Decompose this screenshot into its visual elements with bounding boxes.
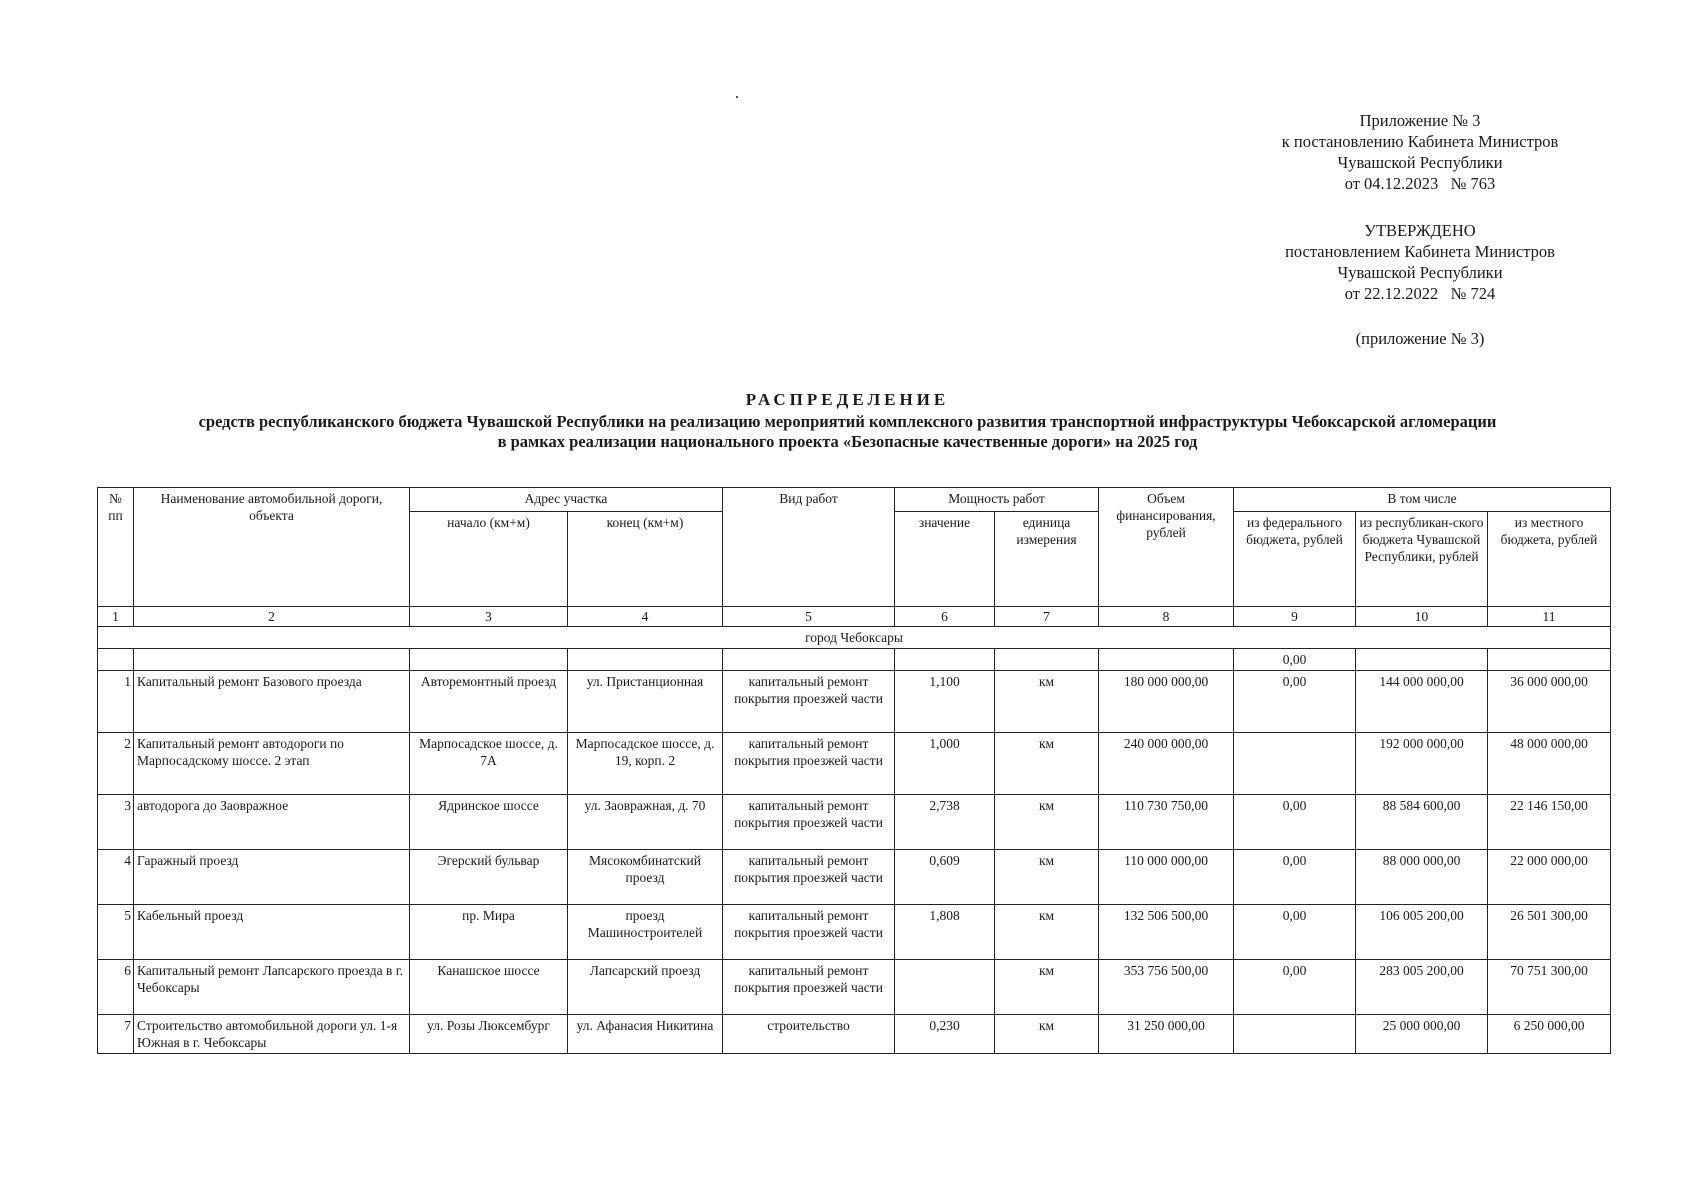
empty-cell (895, 649, 995, 671)
column-number: 9 (1234, 607, 1356, 627)
row-value (895, 960, 995, 1015)
row-federal (1234, 733, 1356, 795)
column-number: 7 (995, 607, 1099, 627)
row-volume: 353 756 500,00 (1099, 960, 1234, 1015)
header-federal: из федерального бюджета, рублей (1234, 512, 1356, 607)
row-num: 5 (98, 905, 134, 960)
table-row (98, 960, 1611, 1015)
row-num: 1 (98, 671, 134, 733)
row-unit: км (995, 733, 1099, 795)
column-number: 10 (1356, 607, 1488, 627)
annex-reference (1240, 110, 1600, 194)
row-name: автодорога до Заовражное (134, 795, 410, 850)
column-number: 2 (134, 607, 410, 627)
row-republic: 106 005 200,00 (1356, 905, 1488, 960)
table-row (98, 733, 1611, 795)
annex-note: (приложение № 3) (1355, 329, 1485, 348)
city-name: город Чебоксары (98, 627, 1611, 649)
row-end: ул. Заовражная, д. 70 (568, 795, 723, 850)
row-num: 4 (98, 850, 134, 905)
row-value: 1,100 (895, 671, 995, 733)
annex-line: Приложение № 3 (1359, 111, 1481, 130)
row-end: Лапсарский проезд (568, 960, 723, 1015)
row-end: ул. Афанасия Никитина (568, 1015, 723, 1054)
row-federal: 0,00 (1234, 960, 1356, 1015)
row-federal: 0,00 (1234, 671, 1356, 733)
column-number: 8 (1099, 607, 1234, 627)
row-start: Ядринское шоссе (410, 795, 568, 850)
document-title (90, 388, 1605, 452)
row-start: Канашское шоссе (410, 960, 568, 1015)
row-federal: 0,00 (1234, 795, 1356, 850)
approval-stamp (1240, 220, 1600, 304)
empty-cell (1488, 649, 1611, 671)
row-republic: 25 000 000,00 (1356, 1015, 1488, 1054)
subtotal-federal: 0,00 (1234, 649, 1356, 671)
column-number-row (98, 607, 1611, 627)
row-volume: 132 506 500,00 (1099, 905, 1234, 960)
annex-line: от 04.12.2023 № 763 (1344, 174, 1496, 193)
header-volume: Объем финансирования, рублей (1099, 488, 1234, 607)
row-republic: 88 000 000,00 (1356, 850, 1488, 905)
row-work: капитальный ремонт покрытия проезжей части (723, 905, 895, 960)
header-name: Наименование автомобильной дороги, объекта (134, 488, 410, 607)
row-num: 3 (98, 795, 134, 850)
table-row (98, 795, 1611, 850)
approval-line: постановлением Кабинета Министров (1285, 242, 1555, 261)
row-start: Эгерский бульвар (410, 850, 568, 905)
row-value: 0,230 (895, 1015, 995, 1054)
row-unit: км (995, 905, 1099, 960)
empty-cell (568, 649, 723, 671)
header-capacity: Мощность работ (895, 488, 1099, 512)
row-value: 1,808 (895, 905, 995, 960)
empty-cell (98, 649, 134, 671)
header-value: значение (895, 512, 995, 607)
row-work: капитальный ремонт покрытия проезжей части (723, 850, 895, 905)
row-value: 1,000 (895, 733, 995, 795)
row-local: 22 146 150,00 (1488, 795, 1611, 850)
column-number: 1 (98, 607, 134, 627)
scan-speck (736, 96, 738, 98)
row-unit: км (995, 850, 1099, 905)
empty-cell (723, 649, 895, 671)
row-work: капитальный ремонт покрытия проезжей части (723, 671, 895, 733)
row-end: ул. Пристанционная (568, 671, 723, 733)
empty-cell (1356, 649, 1488, 671)
header-end: конец (км+м) (568, 512, 723, 607)
row-work: капитальный ремонт покрытия проезжей части (723, 733, 895, 795)
row-end: проезд Машиностроителей (568, 905, 723, 960)
row-local: 70 751 300,00 (1488, 960, 1611, 1015)
row-unit: км (995, 671, 1099, 733)
row-work: строительство (723, 1015, 895, 1054)
table-row (98, 671, 1611, 733)
distribution-table (97, 487, 1611, 1054)
approval-line: Чувашской Республики (1337, 263, 1503, 282)
title-line-1: средств республиканского бюджета Чувашской Республики на реализацию мероприятий комплексного развития транспортной инфраструктуры Чебоксарской агломерации (198, 412, 1497, 431)
row-volume: 110 000 000,00 (1099, 850, 1234, 905)
row-work: капитальный ремонт покрытия проезжей части (723, 795, 895, 850)
row-republic: 192 000 000,00 (1356, 733, 1488, 795)
approval-line: от 22.12.2022 № 724 (1344, 284, 1496, 303)
header-address: Адрес участка (410, 488, 723, 512)
row-work: капитальный ремонт покрытия проезжей части (723, 960, 895, 1015)
row-value: 0,609 (895, 850, 995, 905)
row-name: Капитальный ремонт автодороги по Марпосадскому шоссе. 2 этап (134, 733, 410, 795)
row-volume: 240 000 000,00 (1099, 733, 1234, 795)
row-federal (1234, 1015, 1356, 1054)
annex-line: к постановлению Кабинета Министров (1281, 132, 1559, 151)
subtotal-row (98, 649, 1611, 671)
header-unit: единица измерения (995, 512, 1099, 607)
empty-cell (1099, 649, 1234, 671)
row-volume: 180 000 000,00 (1099, 671, 1234, 733)
row-start: Авторемонтный проезд (410, 671, 568, 733)
row-end: Мясокомбинатский проезд (568, 850, 723, 905)
row-value: 2,738 (895, 795, 995, 850)
column-number: 11 (1488, 607, 1611, 627)
row-unit: км (995, 960, 1099, 1015)
header-num: № пп (98, 488, 134, 607)
row-volume: 110 730 750,00 (1099, 795, 1234, 850)
row-unit: км (995, 795, 1099, 850)
row-name: Кабельный проезд (134, 905, 410, 960)
header-local: из местного бюджета, рублей (1488, 512, 1611, 607)
empty-cell (410, 649, 568, 671)
row-num: 6 (98, 960, 134, 1015)
column-number: 3 (410, 607, 568, 627)
column-number: 5 (723, 607, 895, 627)
row-local: 6 250 000,00 (1488, 1015, 1611, 1054)
row-local: 36 000 000,00 (1488, 671, 1611, 733)
row-end: Марпосадское шоссе, д. 19, корп. 2 (568, 733, 723, 795)
row-start: пр. Мира (410, 905, 568, 960)
column-number: 6 (895, 607, 995, 627)
table-row (98, 850, 1611, 905)
header-including: В том числе (1234, 488, 1611, 512)
title-main: РАСПРЕДЕЛЕНИЕ (745, 390, 950, 409)
row-republic: 88 584 600,00 (1356, 795, 1488, 850)
row-name: Капитальный ремонт Лапсарского проезда в г. Чебоксары (134, 960, 410, 1015)
table-row (98, 1015, 1611, 1054)
row-num: 2 (98, 733, 134, 795)
row-volume: 31 250 000,00 (1099, 1015, 1234, 1054)
annex-line: Чувашской Республики (1337, 153, 1503, 172)
empty-cell (134, 649, 410, 671)
city-section-row (98, 627, 1611, 649)
row-name: Строительство автомобильной дороги ул. 1-я Южная в г. Чебоксары (134, 1015, 410, 1054)
row-unit: км (995, 1015, 1099, 1054)
row-num: 7 (98, 1015, 134, 1054)
header-row (98, 488, 1611, 512)
column-number: 4 (568, 607, 723, 627)
row-start: Марпосадское шоссе, д. 7А (410, 733, 568, 795)
row-name: Капитальный ремонт Базового проезда (134, 671, 410, 733)
row-republic: 283 005 200,00 (1356, 960, 1488, 1015)
row-start: ул. Розы Люксембург (410, 1015, 568, 1054)
header-republic: из республикан-ского бюджета Чувашской Республики, рублей (1356, 512, 1488, 607)
header-start: начало (км+м) (410, 512, 568, 607)
approval-line: УТВЕРЖДЕНО (1364, 221, 1476, 240)
row-republic: 144 000 000,00 (1356, 671, 1488, 733)
empty-cell (995, 649, 1099, 671)
row-federal: 0,00 (1234, 905, 1356, 960)
row-name: Гаражный проезд (134, 850, 410, 905)
title-line-2: в рамках реализации национального проекта «Безопасные качественные дороги» на 2025 год (497, 432, 1198, 451)
row-local: 22 000 000,00 (1488, 850, 1611, 905)
table-row (98, 905, 1611, 960)
row-local: 48 000 000,00 (1488, 733, 1611, 795)
row-local: 26 501 300,00 (1488, 905, 1611, 960)
row-federal: 0,00 (1234, 850, 1356, 905)
header-work: Вид работ (723, 488, 895, 607)
